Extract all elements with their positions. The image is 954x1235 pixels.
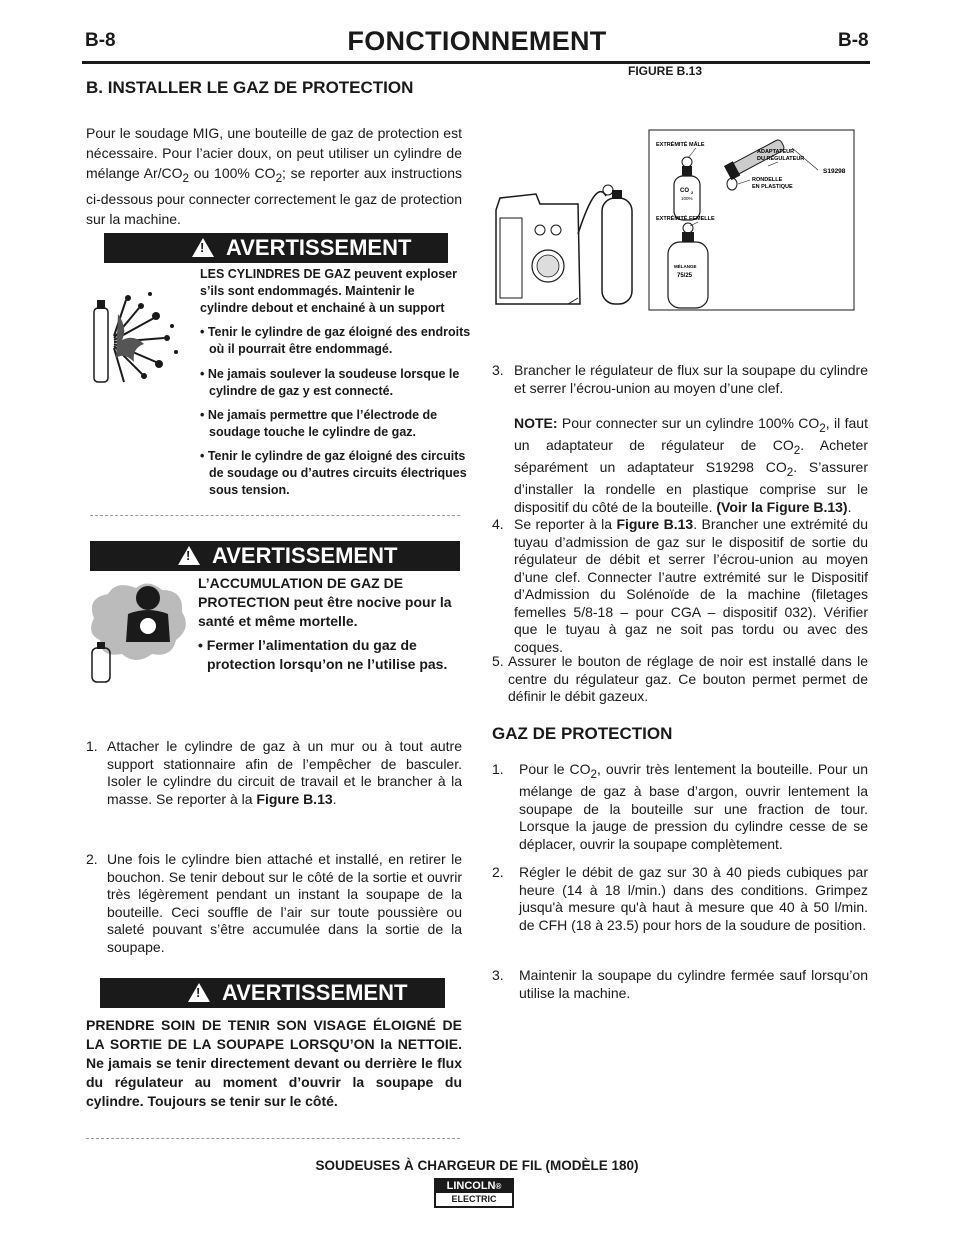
step-text: Brancher le régulateur de flux sur la soupape du cylindre et serrer l’écrou-union au moyen d’une clef. NOTE: Pour connecter sur un cylindre 100% $CO_2$, il faut un adaptateur de régulateur de $CO_2$. Acheter séparément un adaptateur S19298 $CO_2$. S’assurer d’installer la rondelle en plastique comprise sur le dispositif du côté de la bouteille. (Voir la Figure B.13). <box>514 362 868 515</box>
label-ratio: 75/25 <box>677 273 693 279</box>
footer-model: SOUDEUSES À CHARGEUR DE FIL (MODÈLE 180) <box>315 1158 639 1173</box>
step-text: Pour le $CO_2$, ouvrir très lentement la bouteille. Pour un mélange de gaz à base d’argon, ouvrir lentement la soupape de la bouteille sur une fraction de tour. Lorsque la jauge de pression du cylindre cesse de se déplacer, ouvrir la soupape complètement. <box>519 761 869 852</box>
label-melange: MÉLANGE <box>674 264 697 269</box>
warning1-bullet-1: • Tenir le cylindre de gaz éloigné des endroits où il pourrait être endommagé. <box>200 325 471 356</box>
step-text: Assurer le bouton de réglage de noir est installé dans le centre du régulateur gaz. Ce bouton permet permet de définir le débit gazeux. <box>508 653 868 704</box>
step-number: 4. <box>492 516 504 532</box>
label-part-number: S19298 <box>823 168 846 175</box>
list-item <box>492 362 868 516</box>
page-number-right: B-8 <box>838 30 869 51</box>
warning-label: AVERTISSEMENT <box>212 543 398 568</box>
lincoln-electric-logo <box>434 1178 514 1208</box>
logo-reg: ® <box>495 1182 502 1191</box>
step-text: Se reporter à la Figure B.13. Brancher une extrémité du tuyau d’admission de gaz sur le dispositif de sortie du régulateur de débit et serrer l’écrou-union au moyen d’une clef. Connecter l’autre extrémité sur le Dispositif d’Admission du Solénoïde de la machine (filetages femelles 5/8-18 – pour CGA – dispositif 032). Vérifier que le tuyau à gaz ne soit pas tordu ou avec des coques. <box>514 516 869 655</box>
label-en-plastique: EN PLASTIQUE <box>752 184 793 190</box>
warning-label: AVERTISSEMENT <box>222 980 408 1005</box>
warning-icon: ! <box>178 546 200 565</box>
gas-cylinder <box>602 198 632 304</box>
welder-machine <box>496 194 580 304</box>
divider <box>86 1138 460 1139</box>
list-item <box>492 761 868 853</box>
list-item <box>492 653 868 706</box>
warning1-bullet-4: • Tenir le cylindre de gaz éloigné des circuits de soudage ou d’autres circuits électriques sous tension. <box>200 449 467 497</box>
step-number: 2. <box>492 864 504 880</box>
list-item <box>492 967 868 1002</box>
header-rule <box>82 61 870 64</box>
step-text: Une fois le cylindre bien attaché et installé, en retirer le bouchon. Se tenir debout sur le côté de la sortie et ouvrir très légèrement pendant un instant la soupape de la bouteille. Ceci souffle de l’air sur toute poussière ou saleté pouvant s’être accumulée dans la sortie de la soupape. <box>107 851 462 955</box>
warning-label: AVERTISSEMENT <box>226 235 412 260</box>
label-adaptateur: ADAPTATEUR <box>757 149 795 155</box>
logo-bottom: ELECTRIC <box>451 1194 497 1204</box>
warning2-lead: L’ACCUMULATION DE GAZ DE PROTECTION peut être nocive pour la santé et même mortelle. <box>198 575 452 629</box>
step-number: 1. <box>86 738 98 754</box>
label-extremite-male: EXTRÉMITÉ MÂLE <box>656 142 705 148</box>
step-text: Régler le débit de gaz sur 30 à 40 pieds cubiques par heure (14 à 18 l/min.) dans des conditions. Grimpez jusqu'à mesure qu'à haut à mesure que 40 à 50 l/min. de CFH (18 à 23.5) pour hors de la soudure de position. <box>519 864 868 933</box>
page-number-left: B-8 <box>85 30 116 51</box>
warning-banner-3 <box>100 978 445 1008</box>
step-number: 2. <box>86 851 98 867</box>
label-rondelle: RONDELLE <box>752 177 783 183</box>
cylinder-explosion-icon <box>84 278 192 390</box>
step-number: 3. <box>492 967 504 983</box>
intro-paragraph: Pour le soudage MIG, une bouteille de gaz de protection est nécessaire. Pour l’acier doux, on peut utiliser un cylindre de mélange $Ar/CO_2$ ou 100% $CO_2$; se reporter aux instructions ci-dessous pour connecter correctement le gaz de protection sur la machine. <box>86 125 462 227</box>
warning-banner-2 <box>90 541 460 571</box>
section-heading: B. INSTALLER LE GAZ DE PROTECTION <box>86 78 414 97</box>
logo-top: LINCOLN <box>446 1180 496 1192</box>
step-text: Maintenir la soupape du cylindre fermée sauf lorsqu’on utilise la machine. <box>519 967 868 1001</box>
warning1-bullet-2: • Ne jamais soulever la soudeuse lorsque le cylindre de gaz y est connecté. <box>200 367 460 398</box>
list-item <box>492 864 868 934</box>
figure-label: FIGURE B.13 <box>628 64 703 78</box>
list-item <box>86 738 462 808</box>
warning3-text: PRENDRE SOIN DE TENIR SON VISAGE ÉLOIGNÉ DE LA SORTIE DE LA SOUPAPE LORSQU’ON la NETTOIE. Ne jamais se tenir directement devant ou derrière le flux du régulateur au moment d’ouvrir la soupape du cylindre. Toujours se tenir sur le côté. <box>86 1017 462 1109</box>
label-co2: CO <box>680 188 689 194</box>
step-number: 3. <box>492 362 504 378</box>
warning1-lead: LES CYLINDRES DE GAZ peuvent exploser s’ils sont endommagés. Maintenir le cylindre debout et enchainé à un support <box>200 267 457 315</box>
label-extremite-femelle: EXTRÉMITÉ FEMELLE <box>656 216 715 222</box>
step-number: 5. <box>492 653 504 669</box>
figure-b13 <box>488 128 856 328</box>
gaz-heading: GAZ DE PROTECTION <box>492 724 673 743</box>
label-du-regulateur: DU RÉGULATEUR <box>757 156 805 162</box>
warning2-bullet-1: • Fermer l’alimentation du gaz de protection lorsqu’on ne l’utilise pas. <box>198 637 448 672</box>
gas-hazard-icon <box>86 578 192 686</box>
warning1-bullet-3: • Ne jamais permettre que l’électrode de soudage touche le cylindre de gaz. <box>200 408 438 439</box>
list-item <box>492 516 868 656</box>
list-item <box>86 851 462 956</box>
page-title: FONCTIONNEMENT <box>347 26 607 56</box>
warning-icon: ! <box>188 983 210 1002</box>
step-number: 1. <box>492 761 504 777</box>
step-text: Attacher le cylindre de gaz à un mur ou à tout autre support stationnaire afin de l’empêcher de basculer. Isoler le cylindre du circuit de travail et le brancher à la masse. Se reporter à la Figure B.13. <box>107 738 462 807</box>
divider <box>90 515 460 516</box>
warning-icon: ! <box>192 238 214 257</box>
label-co2-sub: 2 <box>691 190 694 195</box>
label-pct: 100% <box>681 196 693 201</box>
warning-banner-1 <box>104 233 448 263</box>
